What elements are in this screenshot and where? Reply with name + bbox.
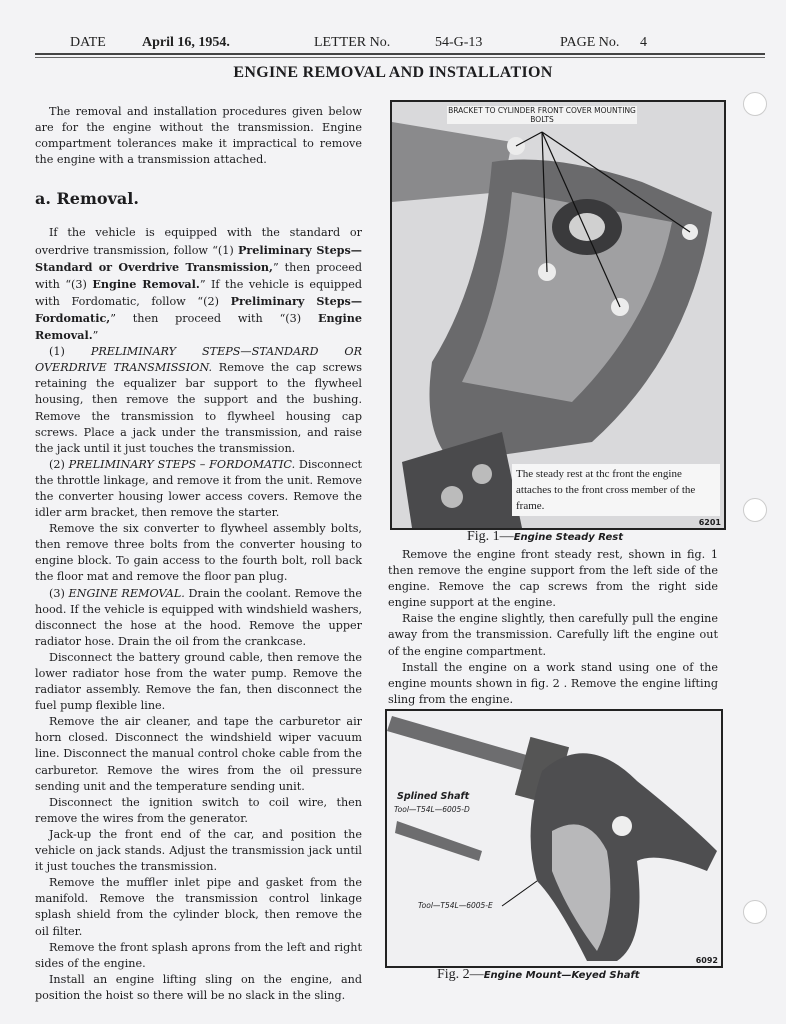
- intro-paragraph: The removal and installation procedures given below are for the engine without the transmission. Engine compartment tolerances make it impractical to remove the engine with a transmission attached.: [35, 105, 362, 167]
- letter-header: [60, 35, 760, 53]
- figure-1-label: BRACKET TO CYLINDER FRONT COVER MOUNTING BOLTS: [448, 106, 636, 124]
- paragraph: Remove the front splash aprons from the left and right sides of the engine.: [35, 940, 362, 970]
- letter-number-label: LETTER No.: [314, 35, 391, 50]
- header-rule-thin: [35, 57, 765, 58]
- paragraph: Install the engine on a work stand using one of the engine mounts shown in fig. 2 . Remove the engine lifting sling from the engine.: [388, 660, 718, 706]
- binder-hole: [743, 498, 767, 522]
- paragraph: Disconnect the ignition switch to coil wire, then remove the wires from the generator.: [35, 795, 362, 825]
- paragraph: Disconnect the battery ground cable, then remove the lower radiator hose from the water pump. Remove the radiator assembly. Remove the fan, then disconnect the fuel pump flexible line.: [35, 650, 362, 713]
- left-column: [35, 104, 362, 1004]
- paragraph: Remove the muffler inlet pipe and gasket from the manifold. Remove the transmission control linkage splash shield from the cylinder block, then remove the oil filter.: [35, 876, 362, 938]
- paragraph: Jack-up the front end of the car, and position the vehicle on jack stands. Adjust the transmission jack until it just touches the transmission.: [35, 827, 362, 874]
- paragraph: (3) ENGINE REMOVAL. Drain the coolant. Remove the hood. If the vehicle is equipped with windshield washers, disconnect the hose at the hood. Remove the upper radiator hose. Drain the oil from the crankcase.: [35, 586, 362, 648]
- figure-1-caption: Fig. 1—Engine Steady Rest: [467, 529, 623, 544]
- date-value: April 16, 1954.: [142, 35, 230, 50]
- binder-hole: [743, 900, 767, 924]
- date-label: DATE: [70, 35, 106, 50]
- figure-2-caption: Fig. 2—Engine Mount—Keyed Shaft: [437, 967, 640, 982]
- paragraph: (1) PRELIMINARY STEPS—STANDARD OR OVERDRIVE TRANSMISSION. Remove the cap screws retaining the equalizer bar support to the flywheel housing, then remove the support and the bushing. Remove the transmission to flywheel housing cap screws. Place a jack under the transmission, and raise the jack until it just touches the transmission.: [35, 345, 363, 455]
- figure-2-engine-mount: [385, 709, 723, 968]
- paragraph: (2) PRELIMINARY STEPS – FORDOMATIC. Disconnect the throttle linkage, and remove it from the unit. Remove the converter housing lower access covers. Remove the idler arm bracket, then remove the starter.: [35, 457, 362, 520]
- letter-number-value: 54-G-13: [435, 35, 483, 50]
- paragraph: If the vehicle is equipped with the standard or overdrive transmission, follow “(1) Preliminary Steps—Standard or Overdrive Transmission,” then proceed with “(3) Engine Removal.” If the vehicle is equipped with Fordomatic, follow “(2) Preliminary Steps—Fordomatic,” then proceed with “(3) Engine Removal.”: [35, 226, 363, 343]
- paragraph: Remove the engine front steady rest, shown in fig. 1 then remove the engine support from the left side of the engine. Remove the cap screws from the right side engine support at the engine.: [388, 548, 718, 610]
- paragraph: Install an engine lifting sling on the engine, and position the hoist so there will be no slack in the sling.: [35, 972, 362, 1002]
- splined-shaft-label: Splined Shaft: [397, 791, 470, 802]
- page-number-value: 4: [640, 35, 647, 50]
- figure-1-callout: The steady rest at thc front the engine attaches to the front cross member of the frame.: [512, 464, 720, 516]
- engine-mount-illustration: [387, 711, 721, 966]
- paragraph: Raise the engine slightly, then carefully pull the engine away from the transmission. Carefully lift the engine out of the engine compartment.: [388, 612, 718, 658]
- page-number-label: PAGE No.: [560, 35, 620, 50]
- section-heading: a. Removal.: [35, 189, 139, 209]
- figure-1-engine-steady-rest: [390, 100, 726, 530]
- tool-e-label: Tool—T54L—6005-E: [418, 901, 493, 910]
- page-title: ENGINE REMOVAL AND INSTALLATION: [233, 64, 553, 81]
- binder-hole: [743, 92, 767, 116]
- paragraph: Remove the air cleaner, and tape the carburetor air horn closed. Disconnect the windshield wiper vacuum line. Disconnect the manual control choke cable from the carburetor. Remove the wires from the oil pressure sending unit and the temperature sending unit.: [35, 715, 362, 793]
- figure-2-number: 6092: [695, 956, 718, 965]
- figure-1-number: 6201: [698, 518, 721, 527]
- right-column: [388, 547, 718, 708]
- header-rule: [35, 53, 765, 55]
- paragraph: Remove the six converter to flywheel assembly bolts, then remove three bolts from the converter housing to engine block. To gain access to the fourth bolt, roll back the floor mat and remove the floor pan plug.: [35, 522, 362, 584]
- tool-d-label: Tool—T54L—6005-D: [394, 805, 470, 814]
